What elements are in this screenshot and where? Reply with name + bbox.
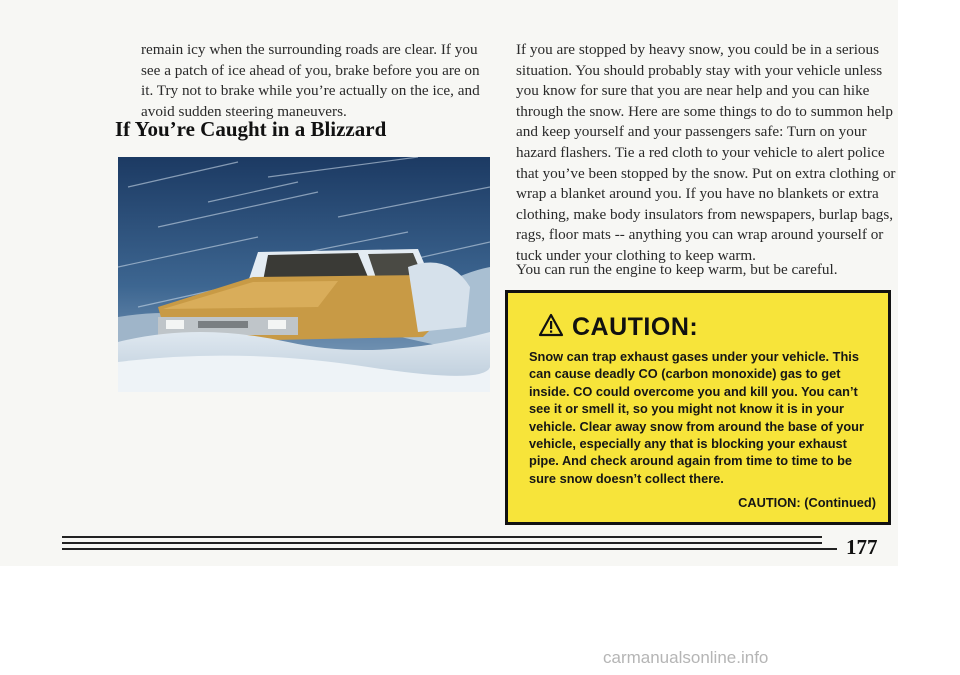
stopped-by-snow-paragraph: If you are stopped by heavy snow, you could be in a serious situation. You should probably stay with your vehicle unless you know for sure that you are near help and you can hike through the snow. Here are some things to do to summon help and keep yourself and your passengers safe: Turn on your hazard flashers. Tie a red cloth to your vehicle to alert police that you’ve been stopped by the snow. Put on extra clothing or wrap a blanket around you. If you have no blankets or extra clothing, make body insulators from newspapers, burlap bags, rags, floor mats -- anything you can wrap around yourself or tuck under your clothing to keep warm. <box>516 41 896 264</box>
ice-braking-paragraph: remain icy when the surrounding roads are clear. If you see a patch of ice ahead of you, brake before you are on it. Try not to brake while you’re actually on the ice, and avoid sudden steering maneuvers. <box>141 41 480 120</box>
caution-title: CAUTION: <box>572 313 699 341</box>
blizzard-car-illustration <box>118 157 490 392</box>
run-engine-paragraph: You can run the engine to keep warm, but be careful. <box>516 261 838 278</box>
caution-text: Snow can trap exhaust gases under your vehicle. This can cause deadly CO (carbon monoxide) gas to get inside. CO could overcome you and kill you. You can’t see it or smell it, so you might not know it is in your vehicle. Clear away snow from around the base of your vehicle, especially any that is blocking your exhaust pipe. And check around again from time to time to be sure snow doesn’t collect there. <box>529 349 864 486</box>
watermark: carmanualsonline.info <box>603 648 769 667</box>
warning-triangle-icon <box>538 313 564 337</box>
footer-rule-middle <box>62 542 822 544</box>
footer-rule-top <box>62 536 822 538</box>
caution-box <box>505 290 891 525</box>
footer-rule-bottom <box>62 548 837 550</box>
page-number: 177 <box>846 535 878 559</box>
caution-continued: CAUTION: (Continued) <box>738 495 876 510</box>
section-heading: If You’re Caught in a Blizzard <box>115 117 387 141</box>
